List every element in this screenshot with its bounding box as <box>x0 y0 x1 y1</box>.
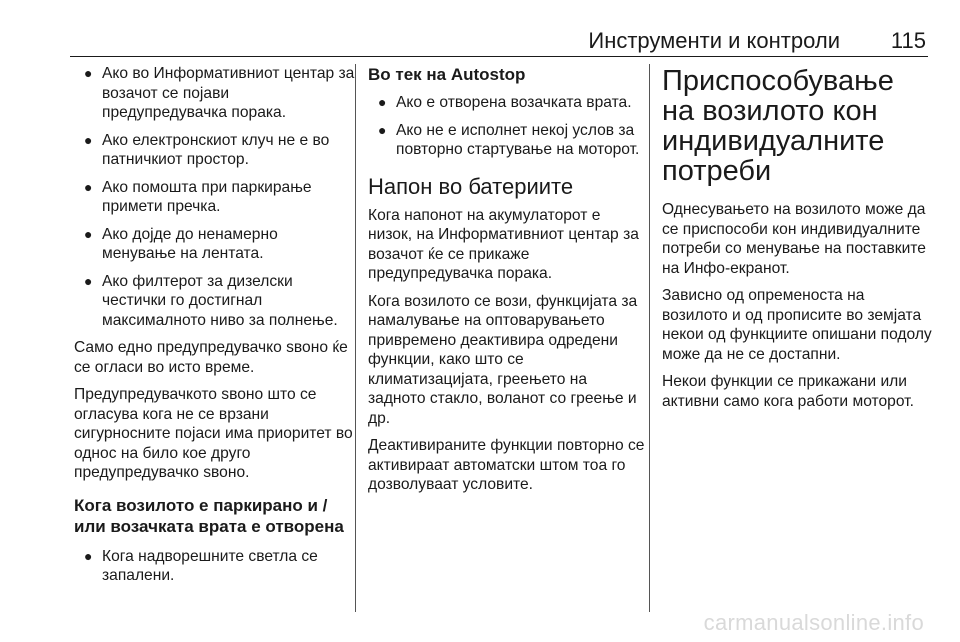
bullet-icon: ● <box>84 131 93 148</box>
paragraph: Само едно предупредувачко ѕвоно ќе се огласи во исто време. <box>74 339 348 376</box>
bullet-list <box>74 547 356 586</box>
paragraph: Некои функции се прикажани или активни само кога работи моторот. <box>662 373 914 410</box>
watermark: carmanualsonline.info <box>703 610 924 635</box>
bullet-list <box>74 64 356 330</box>
column-left <box>74 64 356 594</box>
bullet-icon: ● <box>84 178 93 195</box>
list-item: ● Ако електронскиот клуч не е во патничкиот простор. <box>84 131 330 168</box>
column-middle <box>368 64 648 503</box>
list-item: ● Ако помошта при паркирање примети пречка. <box>84 178 312 215</box>
paragraph: Деактивираните функции повторно се активираат автоматски штом тоа го дозволуваат условите. <box>368 437 645 493</box>
list-item: ● Кога надворешните светла се запалени. <box>84 547 318 584</box>
list-item: ● Ако дојде до ненамерно менување на лентата. <box>84 225 278 262</box>
column-divider <box>649 64 650 612</box>
bullet-icon: ● <box>378 121 387 138</box>
subsection-heading: Во тек на Autostop <box>368 65 526 84</box>
page-number: 115 <box>890 28 926 53</box>
paragraph: Однесувањето на возилото може да се приспособи кон индивидуалните потреби со менување на поставките на Инфо-екранот. <box>662 201 926 277</box>
list-item: ● Ако во Информативниот центар за возачот се појави предупредувачка порака. <box>84 65 355 121</box>
paragraph: Кога напонот на акумулаторот е низок, на Информативниот центар за возачот ќе се прикаже предупредувачка порака. <box>368 206 639 282</box>
bullet-icon: ● <box>378 94 387 110</box>
list-item: ● Ако е отворена возачката врата. <box>378 94 632 111</box>
list-item: ● Ако филтерот за дизелски честички го достигнал максималното ниво за полнење. <box>84 272 338 329</box>
paragraph: Предупредувачкото ѕвоно што се огласува кога не се врзани сигурносните појаси има приоритет во однос на било кое друго предупредувачко ѕвоно. <box>74 386 353 481</box>
column-right <box>662 64 934 419</box>
bullet-list <box>368 93 648 160</box>
bullet-icon: ● <box>84 547 93 564</box>
bullet-icon: ● <box>84 272 93 289</box>
section-title: Инструменти и контроли <box>588 28 840 53</box>
list-item: ● Ако не е исполнет некој услов за повторно стартување на моторот. <box>378 121 640 158</box>
bullet-icon: ● <box>84 65 93 81</box>
chapter-title: Приспособување на возилото кон индивидуалните потреби <box>662 65 894 187</box>
bullet-icon: ● <box>84 225 93 242</box>
page-header <box>70 22 928 57</box>
paragraph: Кога возилото се вози, функцијата за намалување на оптоварувањето привремено деактивира одредени функции, како што се климатизацијата, греењето на задното стакло, воланот со греење и др. <box>368 292 638 427</box>
subsection-heading: Кога возилото е паркирано и / или возачката врата е отворена <box>74 495 344 536</box>
section-heading: Напон во батериите <box>368 173 574 199</box>
paragraph: Зависно од опременоста на возилото и од прописите во земјата некои од функциите опишани подолу може да не се достапни. <box>662 287 932 363</box>
